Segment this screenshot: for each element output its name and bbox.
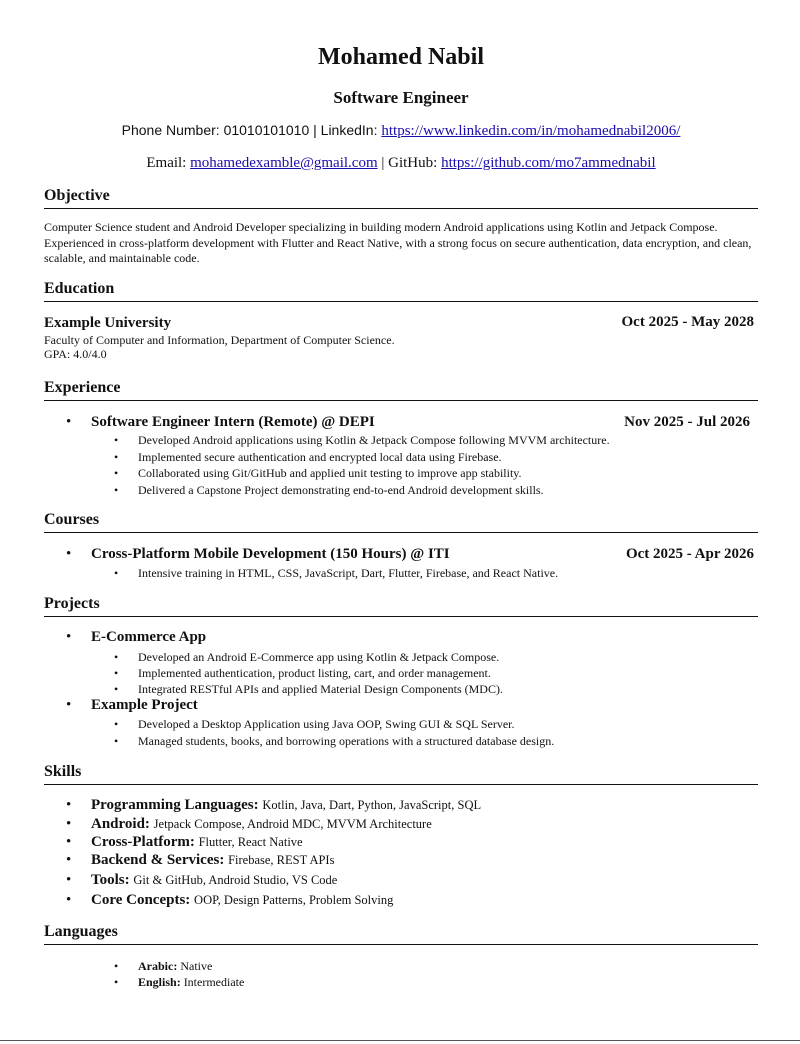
resume-title: Software Engineer: [333, 88, 469, 107]
bullet-icon: •: [66, 414, 72, 430]
project-name: E-Commerce App: [91, 629, 207, 645]
education-row: [44, 314, 754, 334]
bullet-icon: •: [66, 629, 72, 645]
section-projects: Projects: [44, 594, 758, 617]
github-label: GitHub:: [388, 155, 438, 171]
project-entry: [66, 629, 754, 649]
course-entry: [66, 546, 754, 566]
page-bottom-divider: [0, 1040, 800, 1041]
project-entry: [66, 697, 754, 717]
experience-dates: Nov 2025 - Jul 2026: [624, 414, 750, 430]
bullet-icon: •: [66, 546, 72, 562]
linkedin-link[interactable]: https://www.linkedin.com/in/mohamednabil2006/: [381, 123, 681, 139]
faculty-text: Faculty of Computer and Information, Department of Computer Science.: [44, 333, 395, 347]
separator: |: [381, 155, 385, 171]
section-languages: Languages: [44, 922, 758, 945]
phone-label: Phone Number:: [121, 122, 220, 138]
section-objective: Objective: [44, 186, 758, 209]
bullet-icon: •: [66, 697, 72, 713]
course-name: Cross-Platform Mobile Development (150 Hours) @ ITI: [91, 546, 450, 562]
contact-line-2: [44, 155, 758, 172]
section-courses: Courses: [44, 510, 758, 533]
experience-role: Software Engineer Intern (Remote) @ DEPI: [91, 414, 375, 430]
email-label: Email:: [146, 155, 187, 171]
education-dates: Oct 2025 - May 2028: [621, 314, 754, 330]
experience-entry: [66, 414, 754, 434]
objective-text: Computer Science student and Android Developer specializing in building modern Android applications using Kotlin and Jetpack Compose. Experienced in cross-platform development with Flutter and React Native, with a strong focus on secure authentication, data encryption, and clean, scalable, and maintainable code.: [44, 220, 752, 265]
separator: |: [313, 122, 317, 138]
section-education: Education: [44, 279, 758, 302]
github-link[interactable]: https://github.com/mo7ammednabil: [441, 155, 656, 171]
resume-name: Mohamed Nabil: [317, 44, 484, 70]
contact-line-1: [44, 122, 758, 140]
gpa-text: GPA: 4.0/4.0: [44, 347, 107, 361]
section-skills: Skills: [44, 762, 758, 785]
school-name: Example University: [44, 315, 172, 331]
course-dates: Oct 2025 - Apr 2026: [625, 546, 754, 562]
project-name: Example Project: [91, 697, 198, 713]
linkedin-label: LinkedIn:: [320, 122, 378, 138]
section-experience: Experience: [44, 378, 758, 401]
phone-number: 01010101010: [223, 122, 310, 138]
email-link[interactable]: mohamedexamble@gmail.com: [190, 155, 378, 171]
